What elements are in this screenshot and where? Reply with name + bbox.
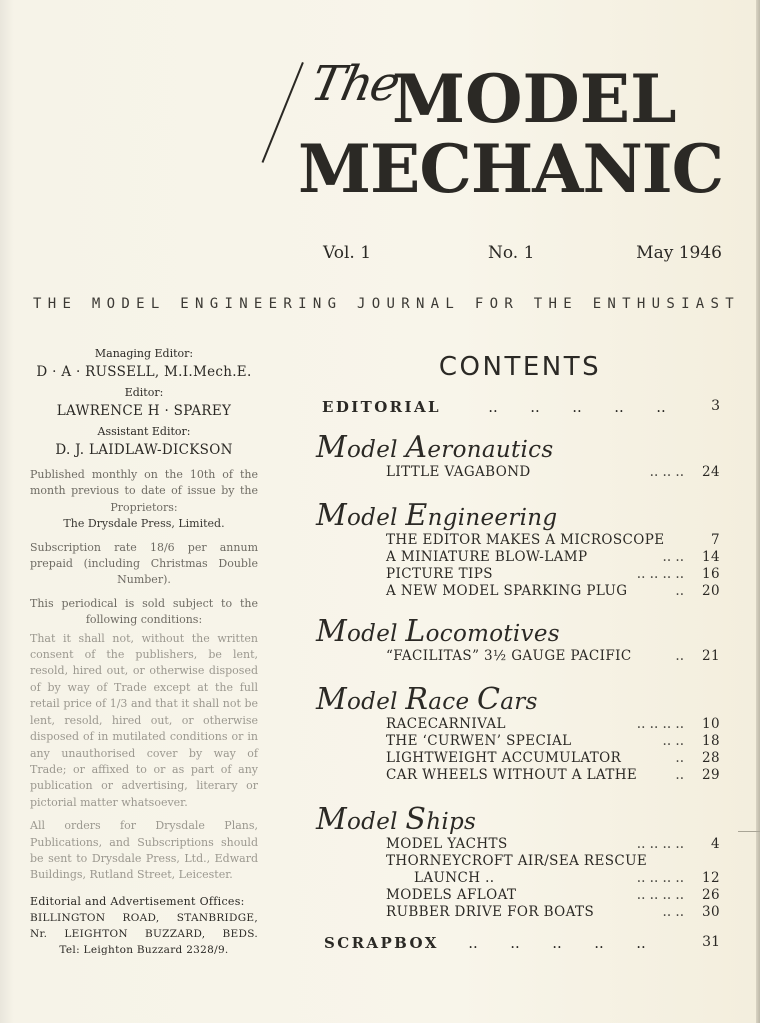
toc-label: THE ‘CURWEN’ SPECIAL (386, 733, 572, 749)
section-title: Model Locomotives (316, 614, 560, 649)
toc-leader-dots: .. .. (662, 733, 684, 749)
toc-leader-dots: .. (675, 583, 684, 599)
proprietor-name: The Drysdale Press, Limited. (63, 517, 225, 531)
tagline: THE MODEL ENGINEERING JOURNAL FOR THE ENTHUSIAST (33, 296, 740, 312)
subscription-notice: Subscription rate 18/6 per annum prepaid (including Christmas Double Number). (30, 540, 258, 587)
section-title: Model Engineering (316, 498, 558, 533)
toc-entry[interactable] (386, 532, 720, 549)
toc-section-race-cars (316, 682, 720, 784)
issue-date: May 1946 (636, 243, 722, 263)
toc-page-number: 4 (711, 836, 720, 852)
toc-leader-dots: .. (675, 648, 684, 664)
toc-leader-dots: .. (675, 750, 684, 766)
toc-page-number: 30 (702, 904, 720, 920)
toc-entry-editorial[interactable] (322, 398, 720, 420)
toc-entry[interactable] (386, 733, 720, 750)
masthead-title-line1: MODEL (392, 60, 677, 138)
publication-notice: Published monthly on the 10th of the month previous to date of issue by the Proprietors: (30, 468, 258, 514)
toc-page-number: 3 (711, 398, 720, 414)
toc-label: LITTLE VAGABOND (386, 464, 531, 480)
toc-leader-dots: .. .. (662, 904, 684, 920)
toc-section-locomotives (316, 614, 720, 665)
masthead-the: The (306, 56, 404, 112)
toc-label: THORNEYCROFT AIR/SEA RESCUE (386, 853, 648, 869)
assistant-editor-role: Assistant Editor: (97, 425, 191, 438)
toc-leader-dots: .. .. .. (649, 464, 684, 480)
toc-label: RACECARNIVAL (386, 716, 506, 732)
toc-label: A MINIATURE BLOW-LAMP (386, 549, 588, 565)
toc-page-number: 10 (702, 716, 720, 732)
toc-entry[interactable] (386, 767, 720, 784)
toc-entry[interactable] (386, 549, 720, 566)
toc-label: EDITORIAL (322, 398, 441, 416)
toc-entry[interactable] (386, 648, 720, 665)
managing-editor-role: Managing Editor: (94, 347, 194, 360)
toc-page-number: 29 (702, 767, 720, 783)
offices-label: Editorial and Advertisement Offices: (30, 894, 245, 908)
toc-leader-dots: .. .. (662, 549, 684, 565)
toc-page-number: 21 (702, 648, 720, 664)
toc-section-aeronautics (316, 430, 720, 481)
toc-label: LAUNCH .. (414, 870, 495, 886)
toc-label: MODELS AFLOAT (386, 887, 517, 903)
conditions-text: That it shall not, without the written consent of the publishers, be lent, resold, hired out, or otherwise disposed of by way of Trade except at the full retail price of 1/3 and that it shall not be lent, resold, hired out, or otherwise disposed of in mutilated conditions or in any unauthorised cover by way of Trade; or affixed to or as part of any publication or advertising, literary or pictorial matter whatsoever. (30, 631, 258, 809)
toc-page-number: 7 (711, 532, 720, 548)
toc-section-engineering (316, 498, 720, 600)
toc-entry[interactable] (386, 583, 720, 600)
toc-entry[interactable] (386, 904, 720, 921)
toc-entry[interactable] (386, 836, 720, 853)
volume: Vol. 1 (323, 243, 372, 263)
toc-leader-dots: .. (675, 767, 684, 783)
editor-role: Editor: (124, 386, 164, 399)
toc-page-number: 24 (702, 464, 720, 480)
toc-page-number: 31 (702, 934, 720, 950)
toc-leader-dots: .. .. .. .. (636, 836, 684, 852)
toc-entry-scrapbox[interactable] (324, 934, 720, 956)
toc-leader-dots: .. .. .. .. (636, 716, 684, 732)
toc-label: RUBBER DRIVE FOR BOATS (386, 904, 595, 920)
toc-section-ships (316, 802, 720, 921)
toc-label: MODEL YACHTS (386, 836, 508, 852)
toc-leader-dots: .. .. .. .. (636, 870, 684, 886)
page-edge-shadow (756, 0, 760, 1023)
toc-leader-dots: .. .. .. .. (636, 887, 684, 903)
issue-info (320, 243, 722, 267)
masthead (296, 58, 726, 208)
toc-label: A NEW MODEL SPARKING PLUG (386, 583, 628, 599)
toc-page-number: 14 (702, 549, 720, 565)
section-title: Model Ships (316, 802, 477, 837)
toc-entry-continuation[interactable] (386, 870, 720, 887)
contents-heading: CONTENTS (438, 352, 602, 382)
section-title: Model Race Cars (316, 682, 538, 717)
toc-entry[interactable] (386, 853, 720, 870)
toc-leader-dots: .. .. .. .. .. (468, 934, 646, 952)
address-line-2: Nr. LEIGHTON BUZZARD, BEDS. (30, 927, 258, 940)
toc-page-number: 18 (702, 733, 720, 749)
toc-label: PICTURE TIPS (386, 566, 493, 582)
toc-page-number: 26 (702, 887, 720, 903)
conditions-intro: This periodical is sold subject to the following conditions: (30, 596, 258, 627)
page-crease-mark (738, 831, 760, 832)
managing-editor-name: D · A · RUSSELL, M.I.Mech.E. (36, 364, 252, 380)
address-line-1: BILLINGTON ROAD, STANBRIDGE, (30, 911, 258, 924)
toc-leader-dots: .. .. .. .. (636, 566, 684, 582)
toc-label: THE EDITOR MAKES A MICROSCOPE (386, 532, 665, 548)
assistant-editor-name: D. J. LAIDLAW-DICKSON (55, 442, 233, 458)
toc-entry[interactable] (386, 750, 720, 767)
toc-label: SCRAPBOX (324, 934, 439, 952)
toc-label: “FACILITAS” 3½ GAUGE PACIFIC (386, 648, 632, 664)
editor-name: LAWRENCE H · SPAREY (56, 403, 232, 419)
issue-number: No. 1 (488, 243, 535, 263)
toc-page-number: 12 (702, 870, 720, 886)
toc-page-number: 20 (702, 583, 720, 599)
toc-leader-dots: .. .. .. .. .. (488, 398, 666, 416)
toc-label: LIGHTWEIGHT ACCUMULATOR (386, 750, 622, 766)
orders-notice: All orders for Drysdale Plans, Publications, and Subscriptions should be sent to Drysdale Press, Ltd., Edward Buildings, Rutland Street, Leicester. (30, 819, 258, 882)
section-title: Model Aeronautics (316, 430, 554, 465)
toc-entry[interactable] (386, 566, 720, 583)
toc-entry[interactable] (386, 464, 720, 481)
toc-label: CAR WHEELS WITHOUT A LATHE (386, 767, 638, 783)
toc-page-number: 16 (702, 566, 720, 582)
toc-entry[interactable] (386, 887, 720, 904)
masthead-credits-column (30, 344, 258, 958)
toc-entry[interactable] (386, 716, 720, 733)
telephone: Tel: Leighton Buzzard 2328/9. (59, 943, 229, 956)
toc-page-number: 28 (702, 750, 720, 766)
masthead-title-line2: MECHANIC (298, 130, 724, 208)
